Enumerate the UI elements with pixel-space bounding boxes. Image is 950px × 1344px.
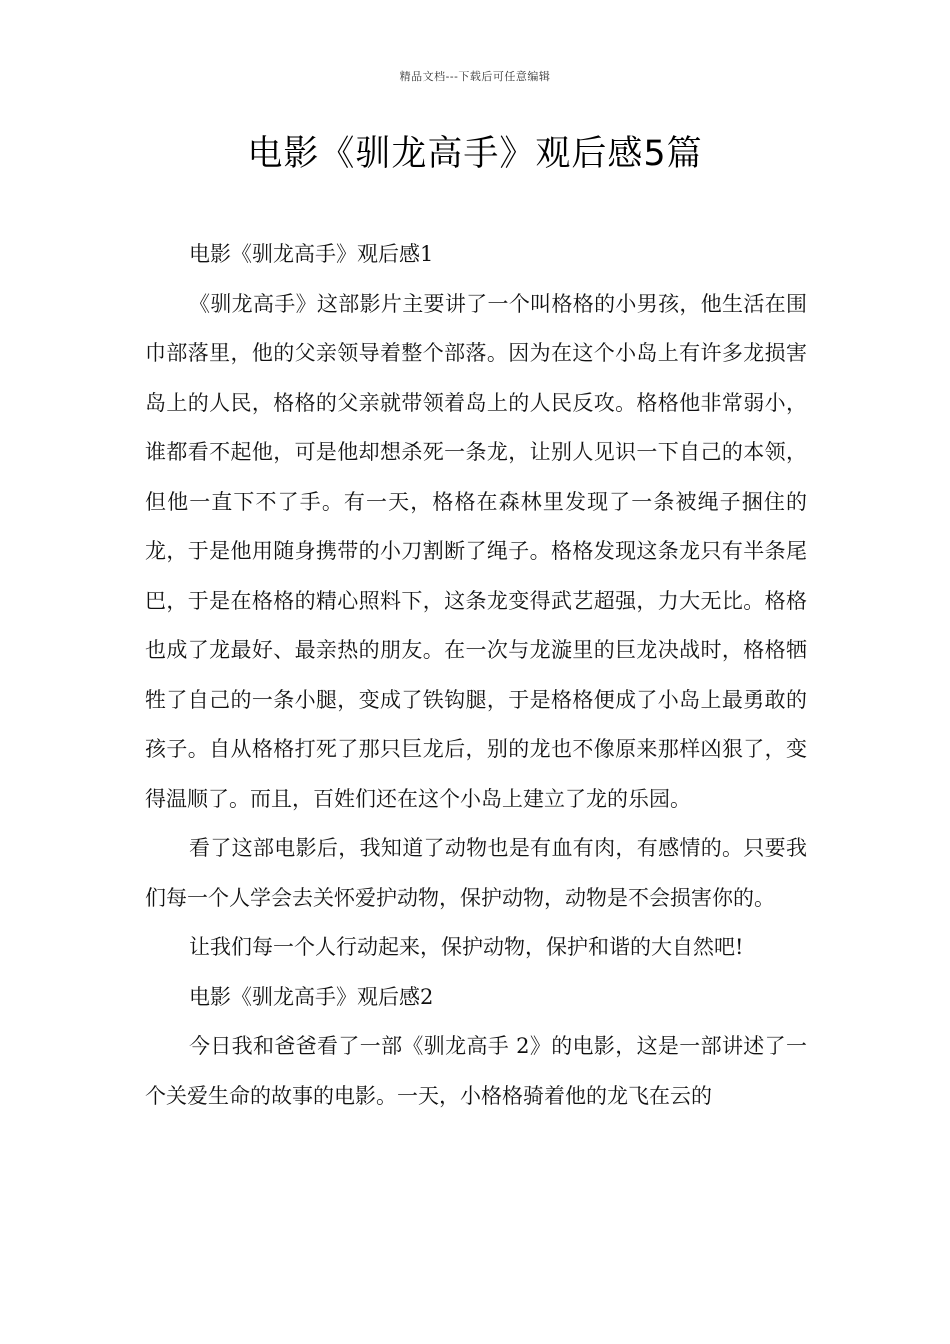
paragraph: 《驯龙高手》这部影片主要讲了一个叫格格的小男孩，他生活在围巾部落里，他的父亲领导着整个部落。因为在这个小岛上有许多龙损害岛上的人民，格格的父亲就带领着岛上的人民反攻。格格他非常弱小，谁都看不起他，可是他却想杀死一条龙，让别人见识一下自己的本领，但他一直下不了手。有一天，格格在森林里发现了一条被绳子捆住的龙，于是他用随身携带的小刀割断了绳子。格格发现这条龙只有半条尾巴，于是在格格的精心照料下，这条龙变得武艺超强，力大无比。格格也成了龙最好、最亲热的朋友。在一次与龙漩里的巨龙决战时，格格牺牲了自己的一条小腿，变成了铁钩腿，于是格格便成了小岛上最勇敢的孩子。自从格格打死了那只巨龙后，别的龙也不像原来那样凶狠了，变得温顺了。而且，百姓们还在这个小岛上建立了龙的乐园。 bbox=[145, 291, 807, 811]
paragraph: 今日我和爸爸看了一部《驯龙高手 2》的电影，这是一部讲述了一个关爱生命的故事的电影。一天，小格格骑着他的龙飞在云的 bbox=[145, 1034, 807, 1108]
document-body bbox=[145, 230, 807, 1121]
header-note: 精品文档---下载后可任意编辑 bbox=[399, 70, 551, 83]
section-heading-2: 电影《驯龙高手》观后感2 bbox=[189, 984, 434, 1009]
document-title: 电影《驯龙高手》观后感5篇 bbox=[247, 134, 703, 174]
paragraph: 看了这部电影后，我知道了动物也是有血有肉，有感情的。只要我们每一个人学会去关怀爱护动物，保护动物，动物是不会损害你的。 bbox=[145, 836, 807, 910]
section-heading-1: 电影《驯龙高手》观后感1 bbox=[189, 242, 434, 266]
paragraph: 让我们每一个人行动起来，保护动物，保护和谐的大自然吧! bbox=[189, 935, 744, 959]
